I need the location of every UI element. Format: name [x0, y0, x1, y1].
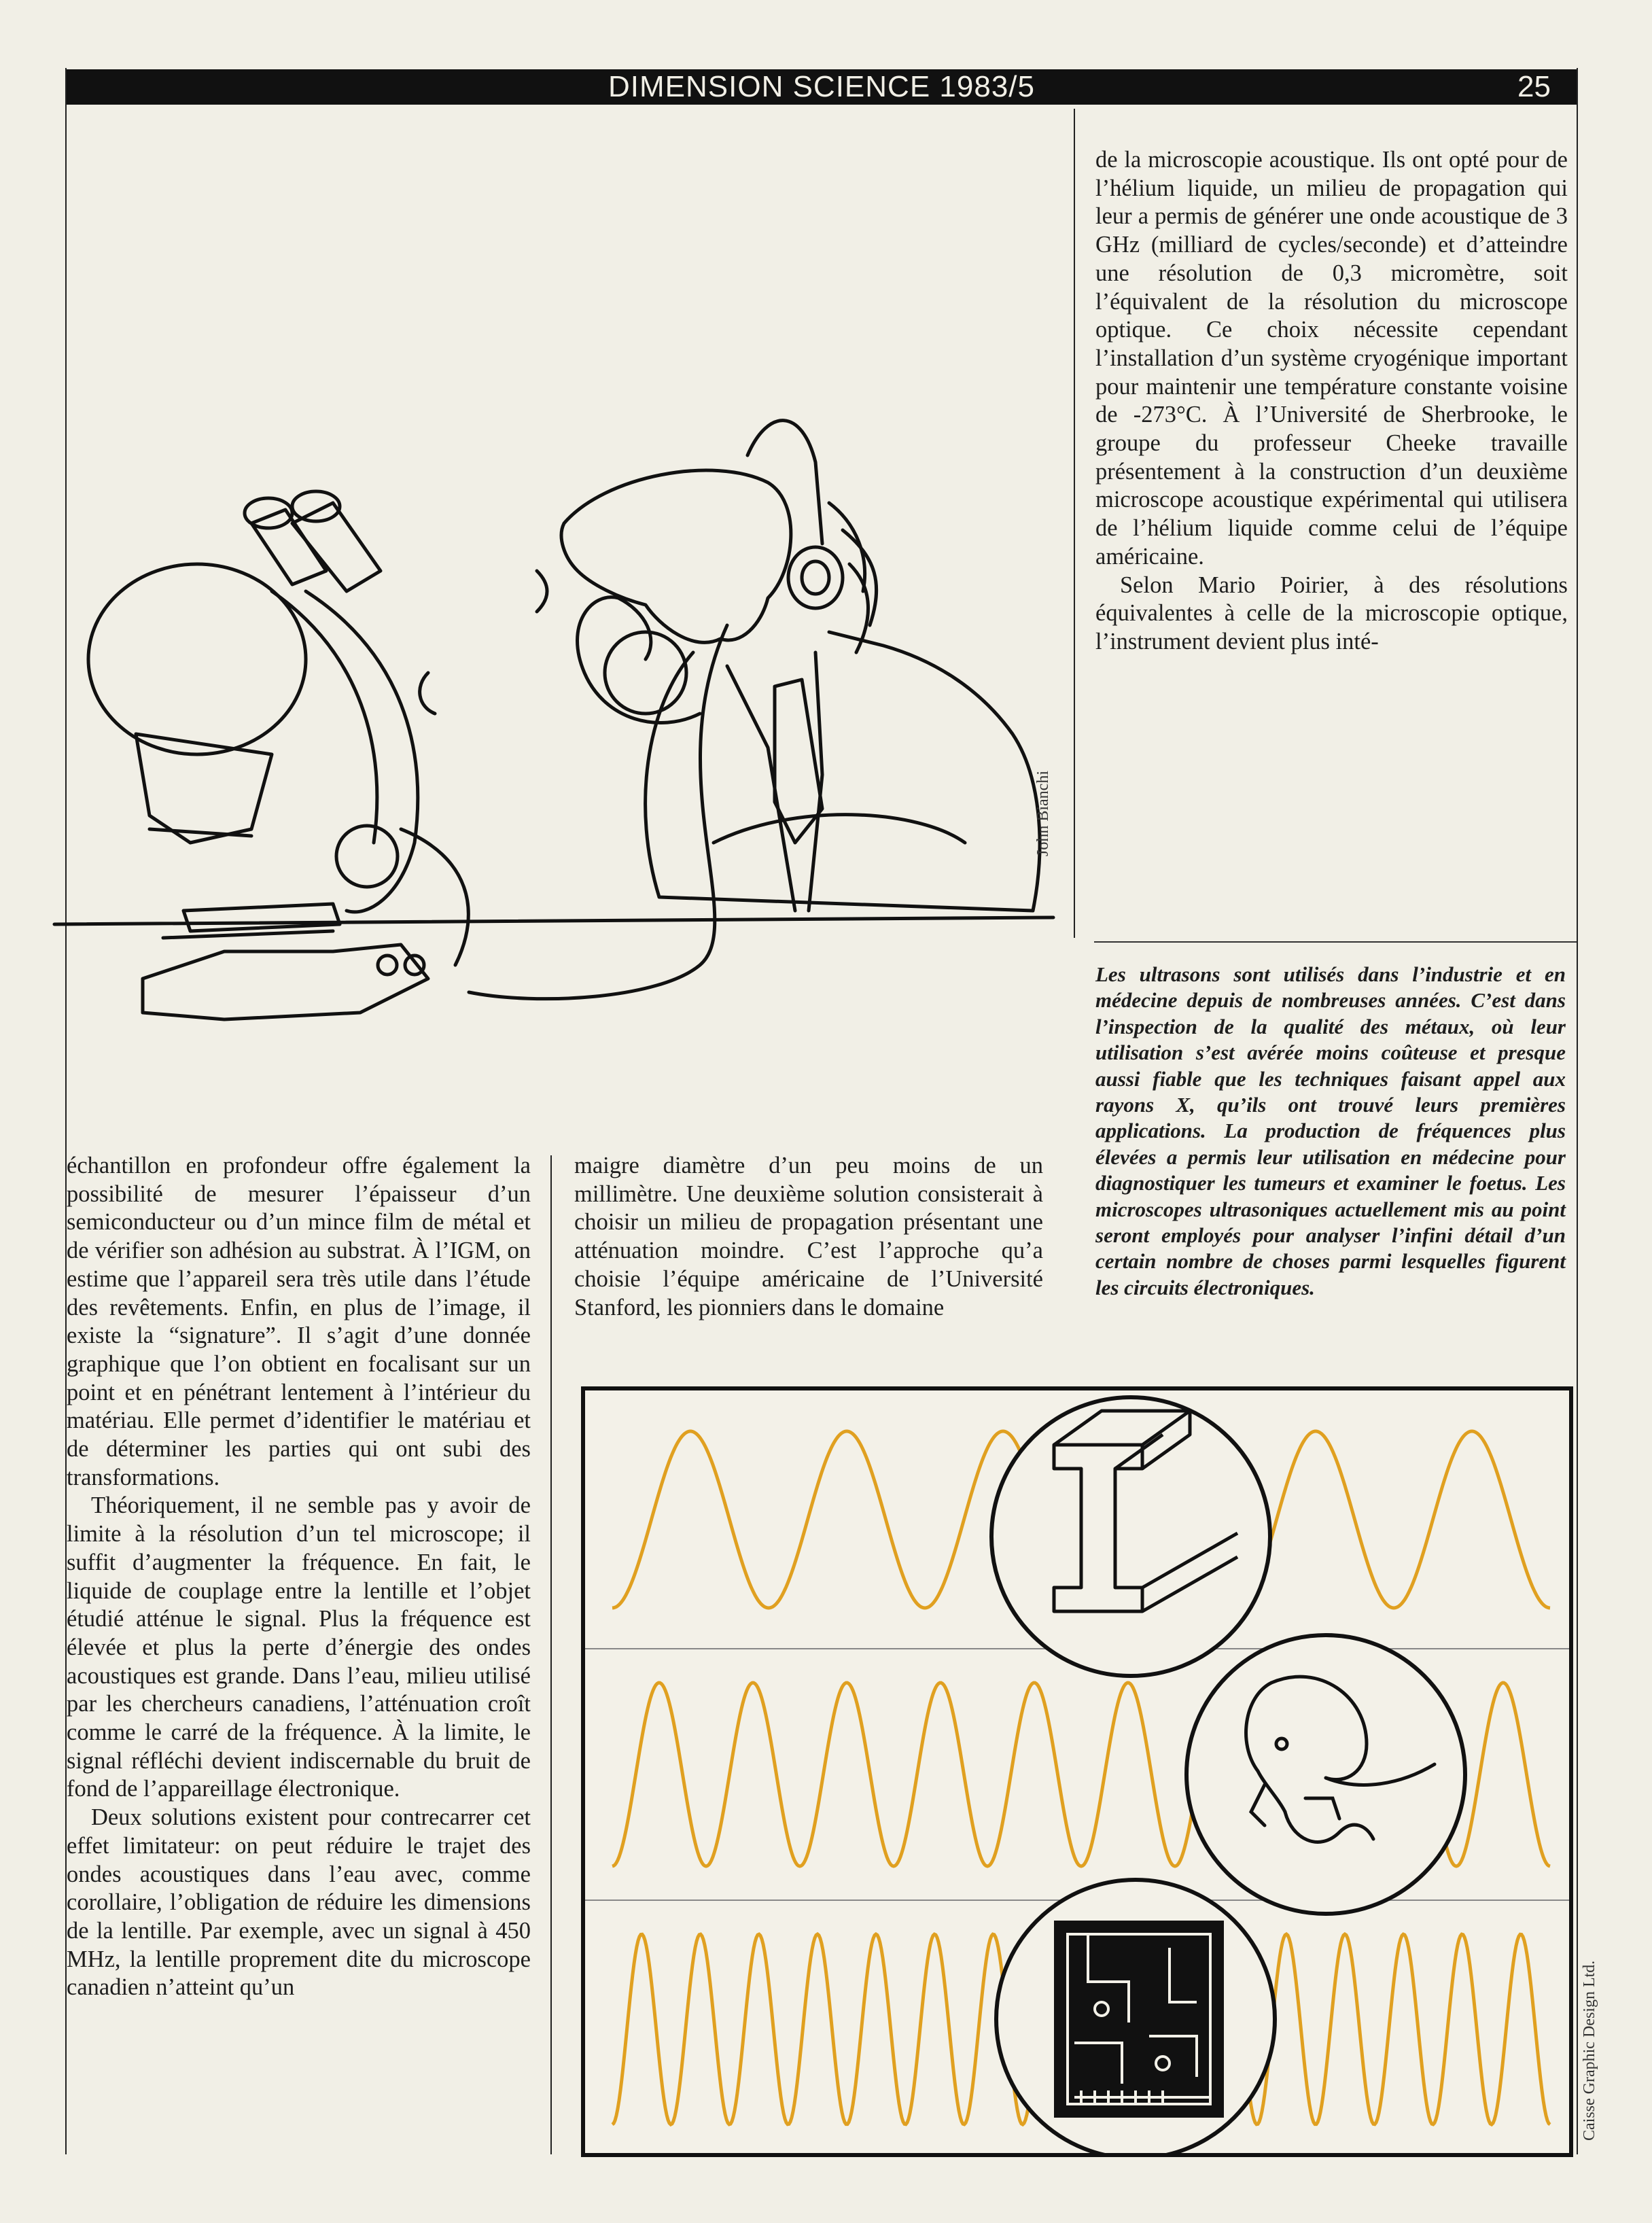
cartoon-credit: John Bianchi — [1034, 771, 1052, 856]
column-divider-lower — [550, 1155, 552, 2154]
ultrasound-frequency-figure — [581, 1386, 1573, 2157]
paragraph: maigre diamètre d’un peu moins de un millimètre. Une deuxième solution consisterait à choisir un milieu de propagation présentant une atténuation moindre. C’est l’approche qu’a choisie l’équipe américaine de l’Université Stanford, les pionniers dans le domaine — [574, 1153, 1043, 1320]
page-header-bar — [67, 69, 1577, 105]
right-page-rule — [1577, 68, 1578, 2154]
article-column-middle — [574, 1152, 1043, 1322]
paragraph: de la microscopie acoustique. Ils ont opté pour de l’hélium liquide, un milieu de propagation qui leur a permis de générer une onde acoustique de 3 GHz (milliard de cycles/seconde) et d’atteindre une résolution de 0,3 micromètre, soit l’équivalent de la résolution du microscope optique. Ce choix nécessite cependant l’installation d’un système cryogénique important pour maintenir une température constante voisine de -273°C. À l’Université de Sherbrooke, le groupe du professeur Cheeke travaille présentement à la construction d’un deuxième microscope acoustique expérimental qui utilisera de l’hélium liquide comme celui de l’équipe américaine. — [1095, 147, 1568, 570]
paragraph: Deux solutions existent pour contrecarrer cet effet limitateur: on peut réduire le trajet des ondes acoustiques dans l’eau avec, comme corollaire, l’obligation de réduire les dimensions de la lentille. Par exemple, avec un signal à 450 MHz, la lentille proprement dite du microscope canadien n’atteint qu’un — [67, 1804, 531, 2001]
paragraph: Théoriquement, il ne semble pas y avoir de limite à la résolution d’un tel microscope; il suffit d’augmenter la fréquence. En fait, le liquide de couplage entre la lentille et l’objet étudié atténue le signal. Plus la fréquence est élevée et plus la perte d’énergie des ondes acoustiques est grande. Dans l’eau, milieu utilisé par les chercheurs canadiens, l’atténuation croît comme le carré de la fréquence. À la limite, le signal réfléchi devient indiscernable du bruit de fond de l’appareillage électronique. — [67, 1492, 531, 1802]
magazine-title: DIMENSION SCIENCE 1983/5 — [608, 70, 1035, 103]
wave-diagram — [585, 1390, 1569, 2153]
foetus-inset-circle — [1187, 1635, 1465, 1914]
figure-credit: Caisse Graphic Design Ltd. — [1581, 1960, 1598, 2141]
article-column-left — [67, 1152, 531, 2002]
article-column-right-top — [1095, 146, 1568, 657]
paragraph: échantillon en profondeur offre également la possibilité de mesurer l’épaisseur d’un semiconducteur ou d’un mince film de métal et de vérifier son adhésion au substrat. À l’IGM, on estime que l’appareil sera très utile dans l’étude des revêtements. Enfin, en plus de l’image, il existe la “signature”. Il s’agit d’une donnée graphique que l’on obtient en focalisant sur un point et en pénétrant lentement à l’intérieur du matériau. Elle permet d’identifier le matériau et de déterminer les parties qui ont subi des transformations. — [67, 1153, 531, 1490]
paragraph: Selon Mario Poirier, à des résolutions équivalentes à celle de la microscopie optique, l’instrument devient plus inté- — [1095, 572, 1568, 654]
page-number: 25 — [1517, 70, 1551, 103]
photo-caption: Les ultrasons sont utilisés dans l’industrie et en médecine depuis de nombreuses années. C’est dans l’inspection de la qualité des métaux, où leur utilisation s’est avérée moins coûteuse et presque aussi fiable que les techniques faisant appel aux rayons X, qu’ils ont trouvé leurs premières applications. La production de fréquences plus élevées a permis leur utilisation en médecine pour diagnostiquer les tumeurs et examiner le foetus. Les microscopes ultrasoniques actuellement mis au point seront employés pour analyser l’infini détail d’un certain nombre de choses parmi lesquelles figurent les circuits électroniques. — [1095, 962, 1566, 1299]
caption-top-rule — [1094, 941, 1577, 943]
circuit-board-icon — [1054, 1921, 1224, 2118]
column-divider — [1074, 109, 1075, 938]
cartoon-scientist-illustration — [48, 367, 1067, 1053]
